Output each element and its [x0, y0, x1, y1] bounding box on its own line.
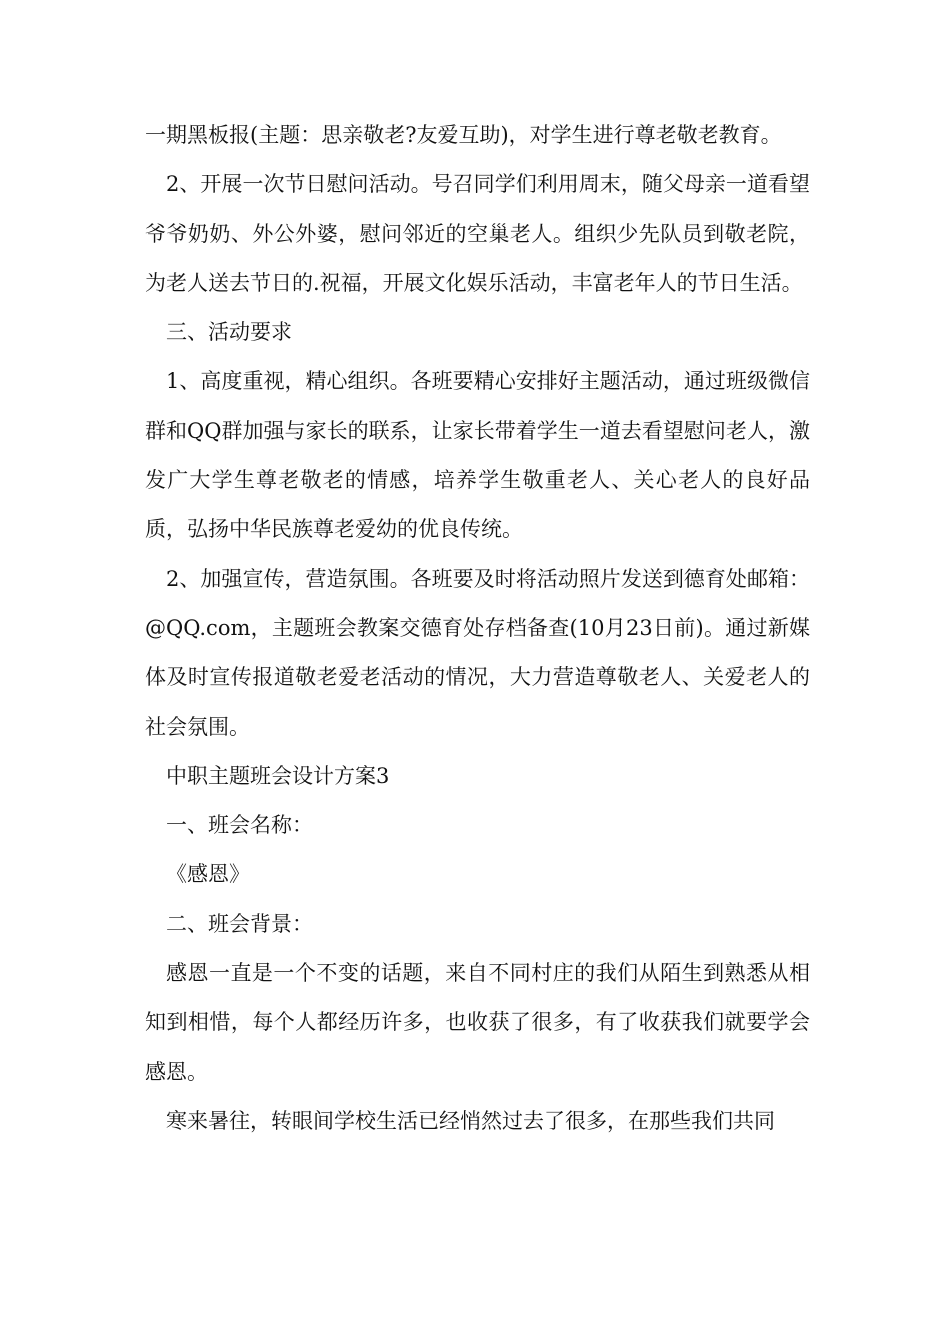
section-heading: 二、班会背景：: [166, 911, 313, 936]
document-body: [145, 111, 810, 1146]
paragraph: 1、高度重视，精心组织。各班要精心安排好主题活动，通过班级微信群和QQ群加强与家长的联系，让家长带着学生一道去看望慰问老人，激发广大学生尊老敬老的情感，培养学生敬重老人、关心老人的良好品质，弘扬中华民族尊老爱幼的优良传统。: [145, 369, 810, 542]
section-heading: 三、活动要求: [166, 320, 292, 345]
paragraph: 寒来暑往，转眼间学校生活已经悄然过去了很多，在那些我们共同: [166, 1108, 775, 1133]
paragraph: 一期黑板报(主题：思亲敬老?友爱互助)，对学生进行尊老敬老教育。: [145, 123, 782, 147]
paragraph: 2、开展一次节日慰问活动。号召同学们利用周末，随父母亲一道看望爷爷奶奶、外公外婆，慰问邻近的空巢老人。组织少先队员到敬老院，为老人送去节日的.祝福，开展文化娱乐活动，丰富老年人的节日生活。: [145, 172, 810, 295]
paragraph: 《感恩》: [166, 862, 250, 887]
section-heading: 一、班会名称：: [166, 813, 313, 838]
paragraph: 感恩一直是一个不变的话题，来自不同村庄的我们从陌生到熟悉从相知到相惜，每个人都经历许多，也收获了很多，有了收获我们就要学会感恩。: [145, 961, 810, 1084]
paragraph: 2、加强宣传，营造氛围。各班要及时将活动照片发送到德育处邮箱：@QQ.com，主题班会教案交德育处存档备查(10月23日前)。通过新媒体及时宣传报道敬老爱老活动的情况，大力营造尊敬老人、关爱老人的社会氛围。: [145, 566, 810, 739]
section-title: 中职主题班会设计方案3: [166, 763, 390, 788]
